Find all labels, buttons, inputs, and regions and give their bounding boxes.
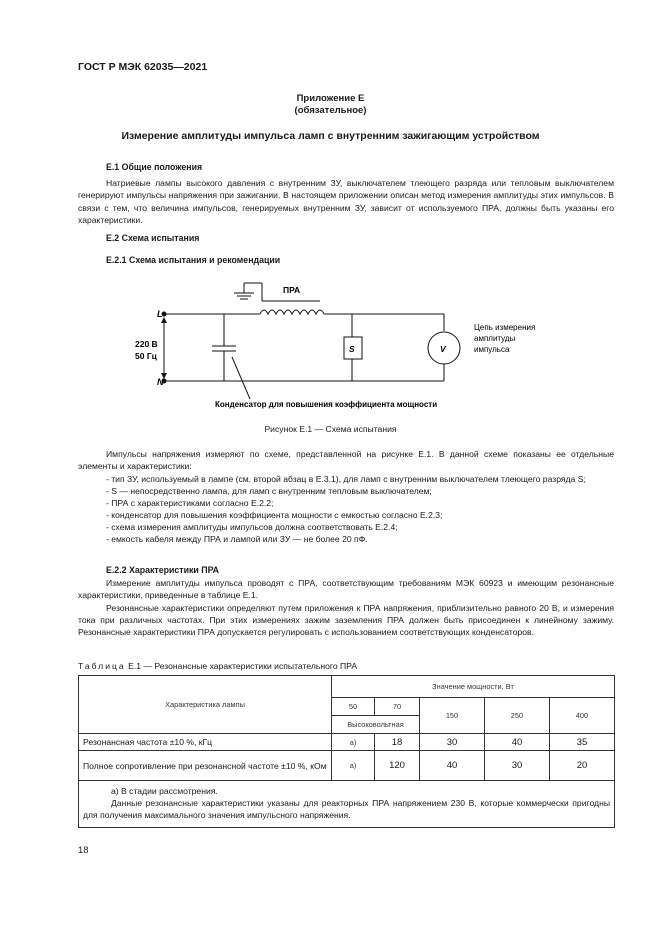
standard-header: ГОСТ Р МЭК 62035—2021 — [78, 61, 208, 73]
table-footnote: а) В стадии рассмотрения. — [111, 786, 218, 796]
table-caption — [78, 661, 357, 671]
section-e22-text — [78, 577, 614, 638]
power-value-header: Значение мощности, Вт — [332, 676, 615, 698]
section-e1-heading: Е.1 Общие положения — [106, 162, 203, 172]
figure-caption: Рисунок Е.1 — Схема испытания — [264, 424, 397, 434]
lamp-characteristic-header: Характеристика лампы — [79, 676, 332, 734]
capacitor-label: Конденсатор для повышения коэффициента мощности — [215, 400, 438, 409]
power-50-header: 50 — [332, 698, 375, 716]
row-note: а) — [332, 734, 375, 751]
measure-circuit-label-3: импульса — [474, 345, 510, 354]
terminal-l-label: L — [157, 309, 163, 319]
list-item: - схема измерения амплитуды импульсов должна соответствовать Е.2.4; — [106, 522, 398, 532]
ballast-label: ПРА — [283, 285, 301, 295]
terminal-n-label: N — [157, 377, 164, 387]
section-e22-paragraph-1: Измерение амплитуды импульса проводят с ПРА, соответствующим требованиям МЭК 60923 и имеющим резонансные характеристики, приведенные в таблице Е.1. — [78, 578, 614, 601]
power-250-header: 250 — [484, 698, 549, 734]
row-value: 30 — [484, 751, 549, 781]
list-item: - S — непосредственно лампа, для ламп с внутренним тепловым выключателем; — [106, 486, 432, 496]
test-circuit-diagram — [120, 275, 560, 415]
list-item: - емкость кабеля между ПРА и лампой или ЗУ — не более 20 пФ. — [106, 534, 368, 544]
table-row — [79, 734, 615, 751]
appendix-title: Приложение Е — [296, 93, 365, 104]
section-e1-text — [78, 177, 614, 226]
table-note: Данные резонансные характеристики указаны для реакторных ПРА напряжением 230 В, которые коммерчески пригодны для получения максимального значения импульсного напряжения. — [83, 798, 610, 820]
table-row — [79, 751, 615, 781]
measure-circuit-label-2: амплитуды — [474, 334, 516, 343]
supply-frequency-label: 50 Гц — [135, 351, 157, 361]
high-voltage-header: Высоковольтная — [332, 716, 420, 734]
table-caption-title: Е.1 — Резонансные характеристики испытательного ПРА — [128, 661, 358, 671]
body-intro-paragraph: Импульсы напряжения измеряют по схеме, представленной на рисунке Е.1. В данной схеме показаны ее отдельные элементы и характеристики: — [78, 449, 614, 472]
row-value: 20 — [549, 751, 614, 781]
section-e2-heading: Е.2 Схема испытания — [106, 233, 200, 243]
table-caption-word: Таблица — [78, 661, 126, 671]
page-number: 18 — [78, 845, 89, 856]
row-value: 40 — [484, 734, 549, 751]
section-e22-heading: Е.2.2 Характеристики ПРА — [106, 565, 220, 575]
row-value: 40 — [420, 751, 485, 781]
row-value: 30 — [420, 734, 485, 751]
power-150-header: 150 — [420, 698, 485, 734]
list-item: - ПРА с характеристиками согласно Е.2.2; — [106, 498, 274, 508]
supply-voltage-label: 220 В — [135, 339, 158, 349]
power-400-header: 400 — [549, 698, 614, 734]
row-value: 120 — [375, 751, 420, 781]
appendix-status: (обязательное) — [294, 105, 367, 116]
list-item: - тип ЗУ, используемый в лампе (см. второй абзац в Е.3.1), для ламп с внутренним выключателем тлеющего разряда S; — [106, 474, 586, 484]
section-e22-paragraph-2: Резонансные характеристики определяют путем приложения к ПРА напряжения, приблизительно равного 20 В, и измерения тока при различных частотах. При этих измерениях зажим заземления ПРА должен быть присоединен к линейному зажиму. Резонансные характеристики ПРА допускается регулировать с использованием соответствующих конденсаторов. — [78, 602, 614, 638]
power-70-header: 70 — [375, 698, 420, 716]
section-e1-paragraph: Натриевые лампы высокого давления с внутренним ЗУ, выключателем тлеющего разряда или тепловым выключателем генерируют импульсы напряжения при зажигании. В настоящем приложении описан метод измерения амплитуды этих импульсов. В связи с тем, что величина импульсов, генерируемых внутренним ЗУ, зависит от используемого ПРА, должны быть указаны его характеристики. — [78, 178, 614, 225]
voltmeter-label: V — [440, 344, 446, 354]
row-label: Резонансная частота ±10 %, кГц — [79, 734, 332, 751]
lamp-label: S — [349, 344, 355, 354]
body-intro — [78, 448, 614, 473]
row-value: 35 — [549, 734, 614, 751]
row-label: Полное сопротивление при резонансной частоте ±10 %, кОм — [79, 751, 332, 781]
row-note: а) — [332, 751, 375, 781]
section-e21-heading: Е.2.1 Схема испытания и рекомендации — [106, 255, 281, 265]
element-list — [106, 473, 614, 545]
table-footnote-row — [79, 781, 615, 828]
list-item: - конденсатор для повышения коэффициента мощности с емкостью согласно Е.2.3; — [106, 510, 443, 520]
measure-circuit-label-1: Цепь измерения — [474, 323, 536, 332]
row-value: 18 — [375, 734, 420, 751]
appendix-heading: Измерение амплитуды импульса ламп с внутренним зажигающим устройством — [121, 130, 540, 142]
resonance-table — [78, 675, 615, 828]
